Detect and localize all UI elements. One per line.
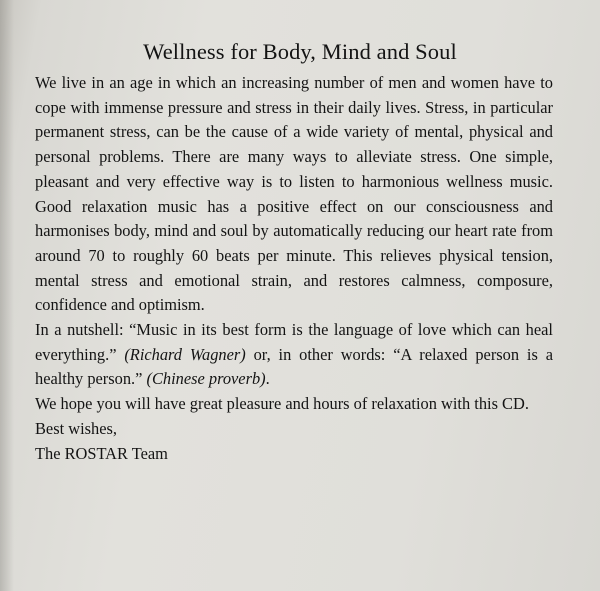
quote-end: . [265, 369, 270, 389]
quote-middle: or, in other words: “A relaxed person is a healthy person.” [35, 344, 553, 389]
wish-paragraph: We hope you will have great pleasure and hours of relaxation with this CD. [35, 394, 529, 414]
page-title: Wellness for Body, Mind and Soul [143, 39, 457, 64]
quote-attribution-wagner: (Richard Wagner) [124, 344, 246, 364]
quote-lead: In a nutshell: “Music in its best form is the language of love which can heal everything.” [35, 320, 553, 364]
page-edge-shadow [0, 0, 14, 591]
quote-paragraph [35, 318, 553, 392]
closing-line: Best wishes, [35, 418, 117, 438]
body-text [35, 71, 553, 466]
quote-attribution-proverb: (Chinese proverb) [146, 369, 266, 389]
intro-paragraph: We live in an age in which an increasing number of men and women have to cope with immense pressure and stress in their daily lives. Stress, in particular permanent stress, can be the cause of a wide variety of mental, physical and personal problems. There are many ways to alleviate stress. One simple, pleasant and very effective way is to listen to harmonious wellness music. Good relaxation music has a positive effect on our consciousness and harmonises body, mind and soul by automatically reducing our heart rate from around 70 to roughly 60 beats per minute. This relieves physical tension, mental stress and emotional strain, and restores calmness, composure, confidence and optimism. [35, 73, 553, 315]
signature-line: The ROSTAR Team [35, 443, 168, 463]
